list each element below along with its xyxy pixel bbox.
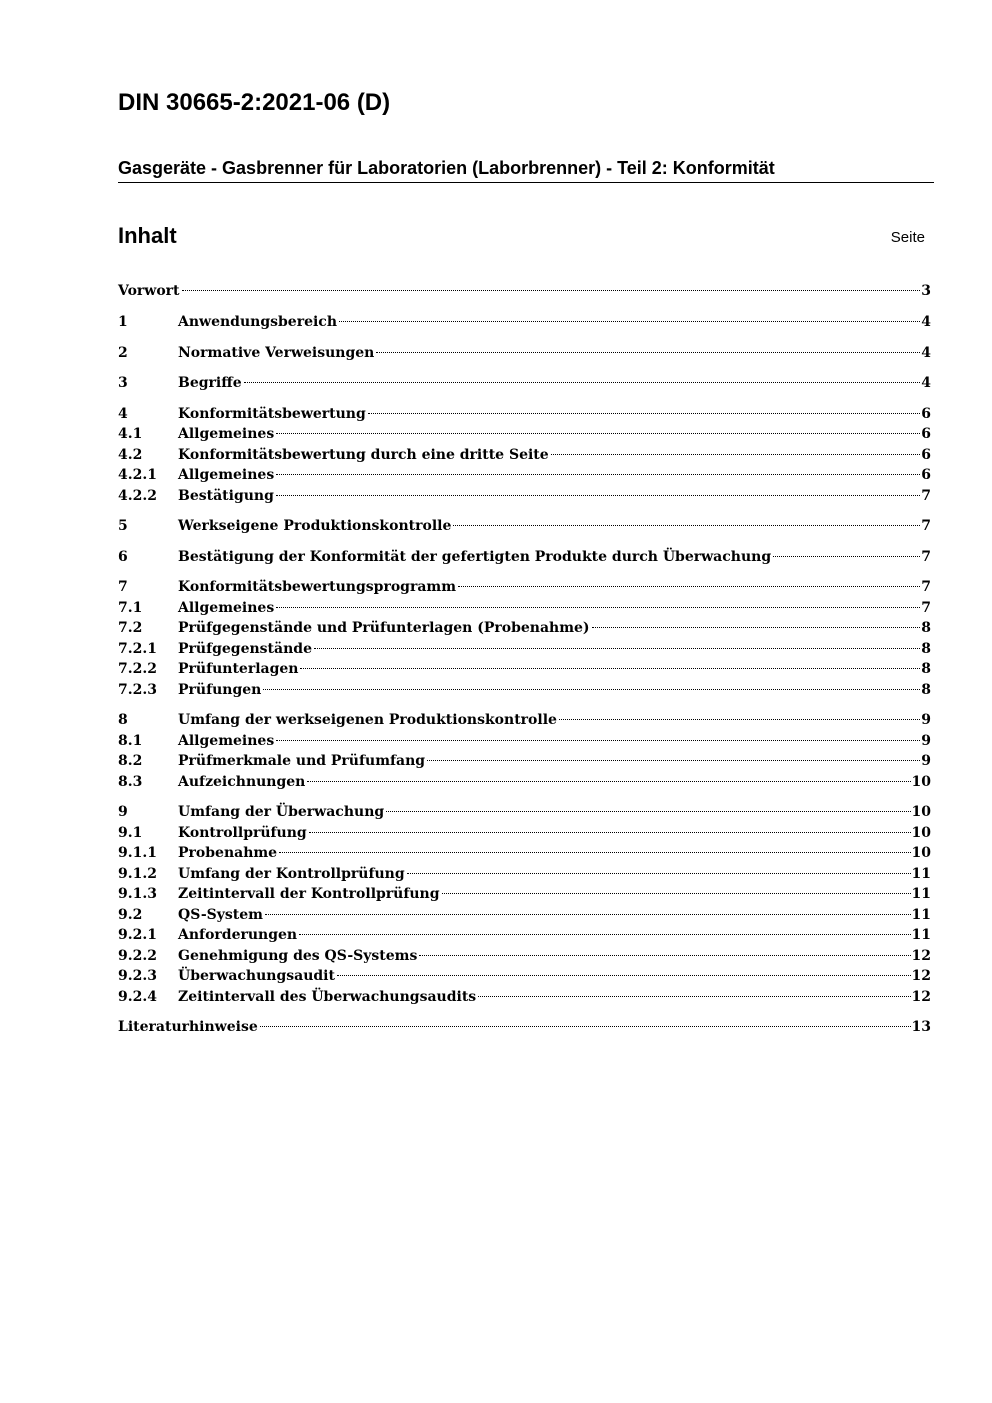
toc-entry-number: 7.2.3 (118, 682, 157, 698)
toc-entry-number: 4 (118, 406, 128, 422)
toc-entry-number: 4.2.1 (118, 467, 157, 483)
page-column-label: Seite (890, 229, 925, 246)
toc-entry[interactable] (118, 884, 931, 904)
dot-leader (276, 474, 920, 475)
toc-entry-page: 6 (921, 467, 931, 483)
toc-entry-page: 6 (921, 426, 931, 442)
toc-entry-number: 9.2.4 (118, 989, 157, 1005)
toc-entry[interactable] (118, 1017, 931, 1037)
dot-leader (339, 321, 920, 322)
toc-entry[interactable] (118, 680, 931, 700)
dot-leader (337, 975, 911, 976)
toc-entry-title: Prüfmerkmale und Prüfumfang (178, 753, 426, 769)
toc-entry-number: 7.2 (118, 620, 143, 636)
toc-entry[interactable] (118, 516, 931, 536)
toc-entry-title: Prüfungen (178, 682, 262, 698)
toc-entry-number: 4.2 (118, 447, 143, 463)
toc-entry-title: Literaturhinweise (118, 1019, 258, 1035)
toc-entry-title: Zeitintervall der Kontrollprüfung (178, 886, 440, 902)
toc-entry-number: 4.2.2 (118, 488, 157, 504)
dot-leader (279, 852, 910, 853)
toc-entry-number: 7.2.2 (118, 661, 157, 677)
dot-leader (276, 495, 920, 496)
toc-entry[interactable] (118, 343, 931, 363)
toc-entry-number: 6 (118, 549, 128, 565)
toc-entry[interactable] (118, 731, 931, 751)
toc-entry-title: Umfang der Überwachung (178, 804, 385, 820)
toc-entry-page: 10 (911, 804, 931, 820)
dot-leader (260, 1026, 911, 1027)
toc-entry-title: Bestätigung (178, 488, 274, 504)
toc-entry[interactable] (118, 905, 931, 925)
toc-entry-number: 8.2 (118, 753, 143, 769)
toc-entry-page: 7 (921, 518, 931, 534)
toc-entry-number: 9.2.3 (118, 968, 157, 984)
toc-entry[interactable] (118, 312, 931, 332)
toc-entry[interactable] (118, 404, 931, 424)
toc-entry[interactable] (118, 710, 931, 730)
toc-entry-page: 7 (921, 579, 931, 595)
document-subtitle: Gasgeräte - Gasbrenner für Laboratorien (Laborbrenner) - Teil 2: Konformität (118, 158, 934, 183)
toc-entry-number: 9.1.3 (118, 886, 157, 902)
toc-entry-title: Prüfunterlagen (178, 661, 299, 677)
toc-entry-page: 11 (911, 927, 931, 943)
toc-entry-title: Anforderungen (178, 927, 298, 943)
dot-leader (551, 454, 921, 455)
toc-entry-page: 4 (921, 345, 931, 361)
toc-entry-page: 4 (921, 375, 931, 391)
toc-entry-title: Kontrollprüfung (178, 825, 307, 841)
toc-entry[interactable] (118, 547, 931, 567)
toc-entry-page: 7 (921, 488, 931, 504)
toc-entry-number: 8.3 (118, 774, 143, 790)
toc-entry-title: Umfang der werkseigenen Produktionskontrolle (178, 712, 557, 728)
toc-entry-page: 10 (911, 845, 931, 861)
toc-entry[interactable] (118, 424, 931, 444)
toc-entry-number: 7.2.1 (118, 641, 157, 657)
toc-entry-title: QS-System (178, 907, 263, 923)
dot-leader (592, 627, 921, 628)
toc-entry[interactable] (118, 946, 931, 966)
toc-entry-number: 4.1 (118, 426, 143, 442)
dot-leader (559, 719, 920, 720)
dot-leader (314, 648, 920, 649)
toc-entry-title: Prüfgegenstände (178, 641, 312, 657)
toc-entry-title: Werkseigene Produktionskontrolle (178, 518, 452, 534)
toc-entry-title: Allgemeines (178, 426, 275, 442)
dot-leader (300, 668, 920, 669)
toc-entry-page: 7 (921, 600, 931, 616)
dot-leader (458, 586, 920, 587)
toc-entry-page: 6 (921, 447, 931, 463)
toc-entry[interactable] (118, 751, 931, 771)
dot-leader (244, 382, 921, 383)
dot-leader (276, 433, 920, 434)
dot-leader (407, 873, 911, 874)
toc-entry[interactable] (118, 598, 931, 618)
dot-leader (265, 914, 911, 915)
toc-entry-page: 10 (911, 825, 931, 841)
toc-entry-page: 8 (921, 641, 931, 657)
toc-entry[interactable] (118, 802, 931, 822)
dot-leader (309, 832, 911, 833)
toc-entry-number: 1 (118, 314, 128, 330)
toc-entry-number: 7 (118, 579, 128, 595)
toc-entry[interactable] (118, 486, 931, 506)
toc-entry-number: 9.1 (118, 825, 143, 841)
toc-entry-number: 5 (118, 518, 128, 534)
toc-entry-page: 8 (921, 682, 931, 698)
toc-entry-title: Zeitintervall des Überwachungsaudits (178, 989, 477, 1005)
toc-entry-number: 9.1.1 (118, 845, 157, 861)
toc-entry-title: Prüfgegenstände und Prüfunterlagen (Probenahme) (178, 620, 590, 636)
toc-entry-number: 8 (118, 712, 128, 728)
dot-leader (442, 893, 911, 894)
toc-entry[interactable] (118, 445, 931, 465)
toc-entry-number: 9.1.2 (118, 866, 157, 882)
toc-entry-title: Aufzeichnungen (178, 774, 306, 790)
dot-leader (299, 934, 910, 935)
toc-entry-page: 9 (921, 753, 931, 769)
dot-leader (427, 760, 920, 761)
dot-leader (376, 352, 920, 353)
toc-entry[interactable] (118, 373, 931, 393)
toc-entry[interactable] (118, 823, 931, 843)
toc-entry[interactable] (118, 281, 931, 301)
toc-entry-page: 8 (921, 620, 931, 636)
toc-entry-number: 2 (118, 345, 128, 361)
toc-entry[interactable] (118, 987, 931, 1007)
toc-entry-page: 11 (911, 866, 931, 882)
toc-entry-title: Konformitätsbewertung (178, 406, 366, 422)
toc-entry-page: 11 (911, 886, 931, 902)
toc-entry-title: Konformitätsbewertungsprogramm (178, 579, 457, 595)
toc-entry-page: 12 (911, 948, 931, 964)
toc-entry[interactable] (118, 864, 931, 884)
dot-leader (276, 607, 920, 608)
dot-leader (478, 996, 910, 997)
toc-entry-number: 9 (118, 804, 128, 820)
dot-leader (276, 740, 920, 741)
toc-entry-title: Normative Verweisungen (178, 345, 375, 361)
dot-leader (419, 955, 910, 956)
toc-entry-title: Begriffe (178, 375, 242, 391)
toc-entry[interactable] (118, 843, 931, 863)
document-id: DIN 30665-2:2021-06 (D) (118, 89, 391, 116)
dot-leader (263, 689, 920, 690)
toc-entry-title: Genehmigung des QS-Systems (178, 948, 418, 964)
toc-entry[interactable] (118, 659, 931, 679)
dot-leader (182, 290, 921, 291)
toc-entry-title: Umfang der Kontrollprüfung (178, 866, 405, 882)
toc-entry-number: 9.2.2 (118, 948, 157, 964)
dot-leader (453, 525, 920, 526)
toc-entry-number: 7.1 (118, 600, 143, 616)
toc-entry-title: Allgemeines (178, 600, 275, 616)
toc-entry-number: 8.1 (118, 733, 143, 749)
toc-entry-title: Anwendungsbereich (178, 314, 337, 330)
toc-entry-page: 4 (921, 314, 931, 330)
toc-entry-page: 9 (921, 712, 931, 728)
toc-entry-title: Überwachungsaudit (178, 968, 335, 984)
toc-entry-page: 7 (921, 549, 931, 565)
toc-entry-title: Allgemeines (178, 467, 275, 483)
toc-entry-page: 8 (921, 661, 931, 677)
toc-entry-page: 13 (911, 1019, 931, 1035)
toc-entry-page: 9 (921, 733, 931, 749)
toc-entry[interactable] (118, 618, 931, 638)
dot-leader (368, 413, 920, 414)
toc-entry-page: 11 (911, 907, 931, 923)
toc-entry-title: Konformitätsbewertung durch eine dritte Seite (178, 447, 549, 463)
toc-entry[interactable] (118, 966, 931, 986)
toc-entry-number: 9.2 (118, 907, 143, 923)
toc-entry-page: 6 (921, 406, 931, 422)
toc-entry-title: Allgemeines (178, 733, 275, 749)
toc-entry-page: 12 (911, 989, 931, 1005)
toc-entry-number: 3 (118, 375, 128, 391)
toc-entry-title: Bestätigung der Konformität der gefertigten Produkte durch Überwachung (178, 549, 772, 565)
dot-leader (307, 781, 910, 782)
toc-entry-page: 10 (911, 774, 931, 790)
toc-entry[interactable] (118, 577, 931, 597)
toc-entry[interactable] (118, 639, 931, 659)
toc-entry-page: 12 (911, 968, 931, 984)
toc-entry[interactable] (118, 772, 931, 792)
dot-leader (773, 556, 920, 557)
dot-leader (386, 811, 910, 812)
toc-entry[interactable] (118, 465, 931, 485)
toc-entry[interactable] (118, 925, 931, 945)
toc-entry-title: Probenahme (178, 845, 278, 861)
toc-entry-number: 9.2.1 (118, 927, 157, 943)
toc-entry-title: Vorwort (118, 283, 180, 299)
toc-entry-page: 3 (921, 283, 931, 299)
toc-heading: Inhalt (118, 223, 177, 248)
